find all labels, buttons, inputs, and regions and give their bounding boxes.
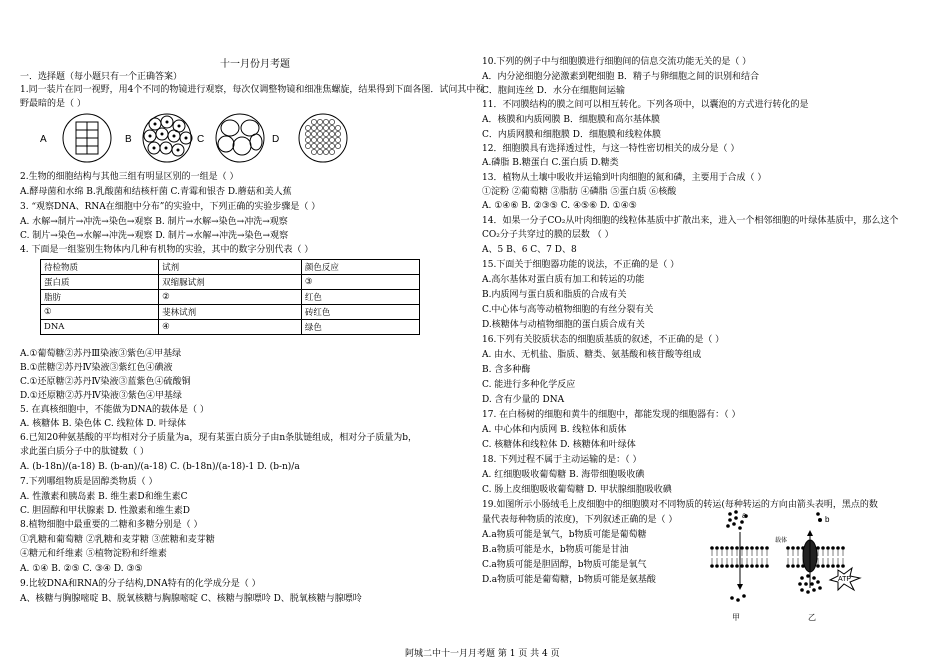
fig-label-c: C: [197, 134, 205, 145]
question-4: 4. 下面是一组鉴别生物体内几种有机物的实验，其中的数字分别代表（ ）: [20, 245, 314, 255]
page-footer: 阿城二中十一月月考题 第 1 页 共 4 页: [405, 649, 560, 659]
table-row: [41, 305, 420, 320]
question-15-option-c: C.中心体与高等动植物细胞的有丝分裂有关: [482, 305, 654, 315]
question-4-option-c: C.①还原糖②苏丹Ⅳ染液③蓝紫色④硫酸铜: [20, 377, 191, 387]
carrier-label: 载体: [775, 538, 788, 544]
table-cell: 红色: [301, 290, 419, 305]
question-11: 11．不同膜结构的膜之间可以相互转化。下列各项中，以囊泡的方式进行转化的是: [482, 100, 809, 110]
question-6: 6.已知20种氨基酸的平均相对分子质量为a，现有某蛋白质分子由n条肽链组成，相对分子质量为b，: [20, 433, 417, 443]
table-cell: DNA: [41, 320, 159, 335]
question-16-option-d: D. 含有少量的 DNA: [482, 395, 565, 405]
label-a: a: [742, 511, 747, 520]
table-cell: 蛋白质: [41, 275, 159, 290]
question-4-option-a: A.①葡萄糖②苏丹Ⅲ染液③紫色④甲基绿: [20, 349, 182, 359]
question-17-options-cd: C. 核糖体和线粒体 D. 核糖体和叶绿体: [482, 440, 636, 450]
question-16-option-c: C. 能进行多种化学反应: [482, 380, 576, 390]
page-title: 十一月份月考题: [220, 59, 290, 70]
question-8-options: A. ①④ B. ②⑤ C. ③④ D. ③⑤: [20, 564, 143, 574]
table-row: [41, 290, 420, 305]
question-16-option-b: B. 含多种酶: [482, 365, 531, 375]
question-9: 9.比较DNA和RNA的分子结构,DNA特有的化学成分是（ ）: [20, 579, 261, 589]
view-d-cells: [305, 119, 340, 154]
question-19-option-a: A.a物质可能是氧气，b物质可能是葡萄糖: [482, 530, 647, 540]
question-15-option-d: D.核糖体与动植物细胞的蛋白质合成有关: [482, 320, 645, 330]
table-cell: ①: [41, 305, 159, 320]
table-cell: 双缩脲试剂: [159, 275, 302, 290]
question-11-options-ab: A．核膜和内质网膜 B．细胞膜和高尔基体膜: [482, 115, 660, 125]
question-1: 1.同一装片在同一视野，用4个不同的物镜进行观察，每次仅调整物镜和细准焦螺旋，结果得到下面各图．试问其中视: [20, 85, 485, 95]
question-12: 12．细胞膜具有选择透过性，与这一特性密切相关的成分是（ ）: [482, 144, 740, 154]
question-17: 17. 在白杨树的细胞和黄牛的细胞中，都能发现的细胞器有：（ ）: [482, 410, 741, 420]
question-7-options-ab: A. 性激素和胰岛素 B. 维生素D和维生素C: [20, 492, 188, 502]
question-3: 3. “观察DNA、RNA在细胞中分布”的实验中，下列正确的实验步骤是（ ）: [20, 202, 321, 212]
question-7-options-cd: C. 胆固醇和甲状腺素 D. 性激素和维生素D: [20, 506, 190, 516]
question-10-options-cd: C．胞间连丝 D．水分在细胞间运输: [482, 86, 625, 96]
question-13: 13．植物从土壤中吸收并运输到叶肉细胞的氮和磷，主要用于合成（ ）: [482, 173, 767, 183]
table-cell: ②: [159, 290, 302, 305]
label-b: b: [825, 515, 830, 524]
question-5: 5. 在真核细胞中，不能做为DNA的载体是（ ）: [20, 405, 209, 415]
fig-label-a: A: [40, 134, 47, 145]
question-15-option-a: A.高尔基体对蛋白质有加工和转运的功能: [482, 275, 645, 285]
question-6-options: A. (b-18n)/(a-18) B. (b-an)/(a-18) C. (b-18n)/(a-18)-1 D. (b-n)/a: [20, 462, 300, 472]
table-cell: 斐林试剂: [159, 305, 302, 320]
membrane-transport-figure: [710, 508, 900, 626]
question-19-option-b: B.a物质可能是水，b物质可能是甘油: [482, 545, 629, 555]
question-14-cont: CO₂分子共穿过的膜的层数 （ ）: [482, 230, 614, 240]
question-10: 10.下列的例子中与细胞膜进行细胞间的信息交流功能无关的是（ ）: [482, 57, 752, 67]
question-18-options-cd: C. 肠上皮细胞吸收葡萄糖 D. 甲状腺细胞吸收碘: [482, 485, 672, 495]
question-8: 8.植物细胞中最重要的二糖和多糖分别是（ ）: [20, 520, 203, 530]
question-10-options-ab: A．内分泌细胞分泌激素到靶细胞 B．精子与卵细胞之间的识别和结合: [482, 72, 759, 82]
table-cell: 砖红色: [301, 305, 419, 320]
table-row: [41, 320, 420, 335]
view-a-cells: [76, 122, 98, 154]
question-4-option-b: B.①蔗糖②苏丹Ⅳ染液③紫红色④碘液: [20, 363, 173, 373]
question-19: 19.如图所示小肠绒毛上皮细胞中的细胞膜对不同物质的转运(每种转运的方向由箭头表明，黑点的数: [482, 500, 878, 510]
table-cell: ④: [159, 320, 302, 335]
table-cell: 颜色反应: [301, 260, 419, 275]
question-1-cont: 野最暗的是（ ）: [20, 99, 86, 109]
table-cell: ③: [301, 275, 419, 290]
question-14-options: A、5 B、6 C、7 D、8: [482, 245, 577, 255]
question-2-options: A.酵母菌和水绵 B.乳酸菌和结核杆菌 C.青霉和银杏 D.蘑菇和美人蕉: [20, 187, 292, 197]
question-18: 18. 下列过程不属于主动运输的是：（ ）: [482, 455, 642, 465]
question-17-options-ab: A. 中心体和内质网 B. 线粒体和质体: [482, 425, 627, 435]
question-15-option-b: B.内质网与蛋白质和脂质的合成有关: [482, 290, 627, 300]
fig-label-b: B: [125, 134, 132, 145]
question-3-options-cd: C. 制片→染色→水解→冲洗→观察 D. 制片→水解→冲洗→染色→观察: [20, 231, 289, 241]
table-row: [41, 275, 420, 290]
question-19-option-c: C.a物质可能是胆固醇，b物质可能是氧气: [482, 560, 647, 570]
view-c-cells: [218, 120, 262, 155]
question-4-option-d: D.①还原糖②苏丹Ⅳ染液③紫色④甲基绿: [20, 391, 182, 401]
table-cell: 脂肪: [41, 290, 159, 305]
question-16-option-a: A. 由水、无机盐、脂质、糖类、氨基酸和核苷酸等组成: [482, 350, 702, 360]
question-8-items-1: ①乳糖和葡萄糖 ②乳糖和麦芽糖 ③蔗糖和麦芽糖: [20, 535, 215, 545]
question-13-items: ①淀粉 ②葡萄糖 ③脂肪 ④磷脂 ⑤蛋白质 ⑥核酸: [482, 187, 677, 197]
label-jia: 甲: [732, 613, 740, 622]
question-6-cont: 求此蛋白质分子中的肽键数（ ）: [20, 447, 149, 457]
atp-label: ATP: [838, 576, 852, 583]
question-2: 2.生物的细胞结构与其他三组有明显区别的一组是（ ）: [20, 172, 239, 182]
label-yi: 乙: [808, 613, 816, 622]
question-5-options: A. 核糖体 B. 染色体 C. 线粒体 D. 叶绿体: [20, 419, 187, 429]
table-cell: 待检物质: [41, 260, 159, 275]
question-9-options: A、核糖与胸腺嘧啶 B、脱氧核糖与胸腺嘧啶 C、核糖与腺嘌呤 D、脱氧核糖与腺嘌呤: [20, 594, 362, 604]
table-cell: 绿色: [301, 320, 419, 335]
fig-label-d: D: [272, 134, 280, 145]
question-8-items-2: ④糖元和纤维素 ⑤植物淀粉和纤维素: [20, 549, 167, 559]
table-row: [41, 260, 420, 275]
question-14: 14．如果一分子CO₂从叶肉细胞的线粒体基质中扩散出来，进入一个相邻细胞的叶绿体基质中，那么这个: [482, 216, 899, 226]
microscope-views-figure: [40, 112, 420, 167]
question-13-options: A. ①④⑥ B. ②③⑤ C. ④⑤⑥ D. ①④⑤: [482, 201, 637, 211]
question-16: 16.下列有关胶质状态的细胞质基质的叙述，不正确的是（ ）: [482, 335, 725, 345]
question-19-cont: 量代表每种物质的浓度)，下列叙述正确的是（ ）: [482, 515, 678, 525]
question-12-options: A.磷脂 B.糖蛋白 C.蛋白质 D.糖类: [482, 158, 619, 168]
question-3-options-ab: A. 水解→制片→冲洗→染色→观察 B. 制片→水解→染色→冲洗→观察: [20, 217, 288, 227]
question-11-options-cd: C．内质网膜和细胞膜 D．细胞膜和线粒体膜: [482, 130, 661, 140]
question-15: 15.下面关于细胞器功能的说法，不正确的是（ ）: [482, 260, 680, 270]
table-cell: 试剂: [159, 260, 302, 275]
question-19-option-d: D.a物质可能是葡萄糖，b物质可能是氨基酸: [482, 575, 656, 585]
question-18-options-ab: A. 红细胞吸收葡萄糖 B. 海带细胞吸收碘: [482, 470, 645, 480]
question-7: 7.下列哪组物质是固醇类物质（ ）: [20, 477, 158, 487]
reagent-table: [40, 259, 420, 335]
section-heading: 一．选择题（每小题只有一个正确答案）: [20, 72, 183, 82]
